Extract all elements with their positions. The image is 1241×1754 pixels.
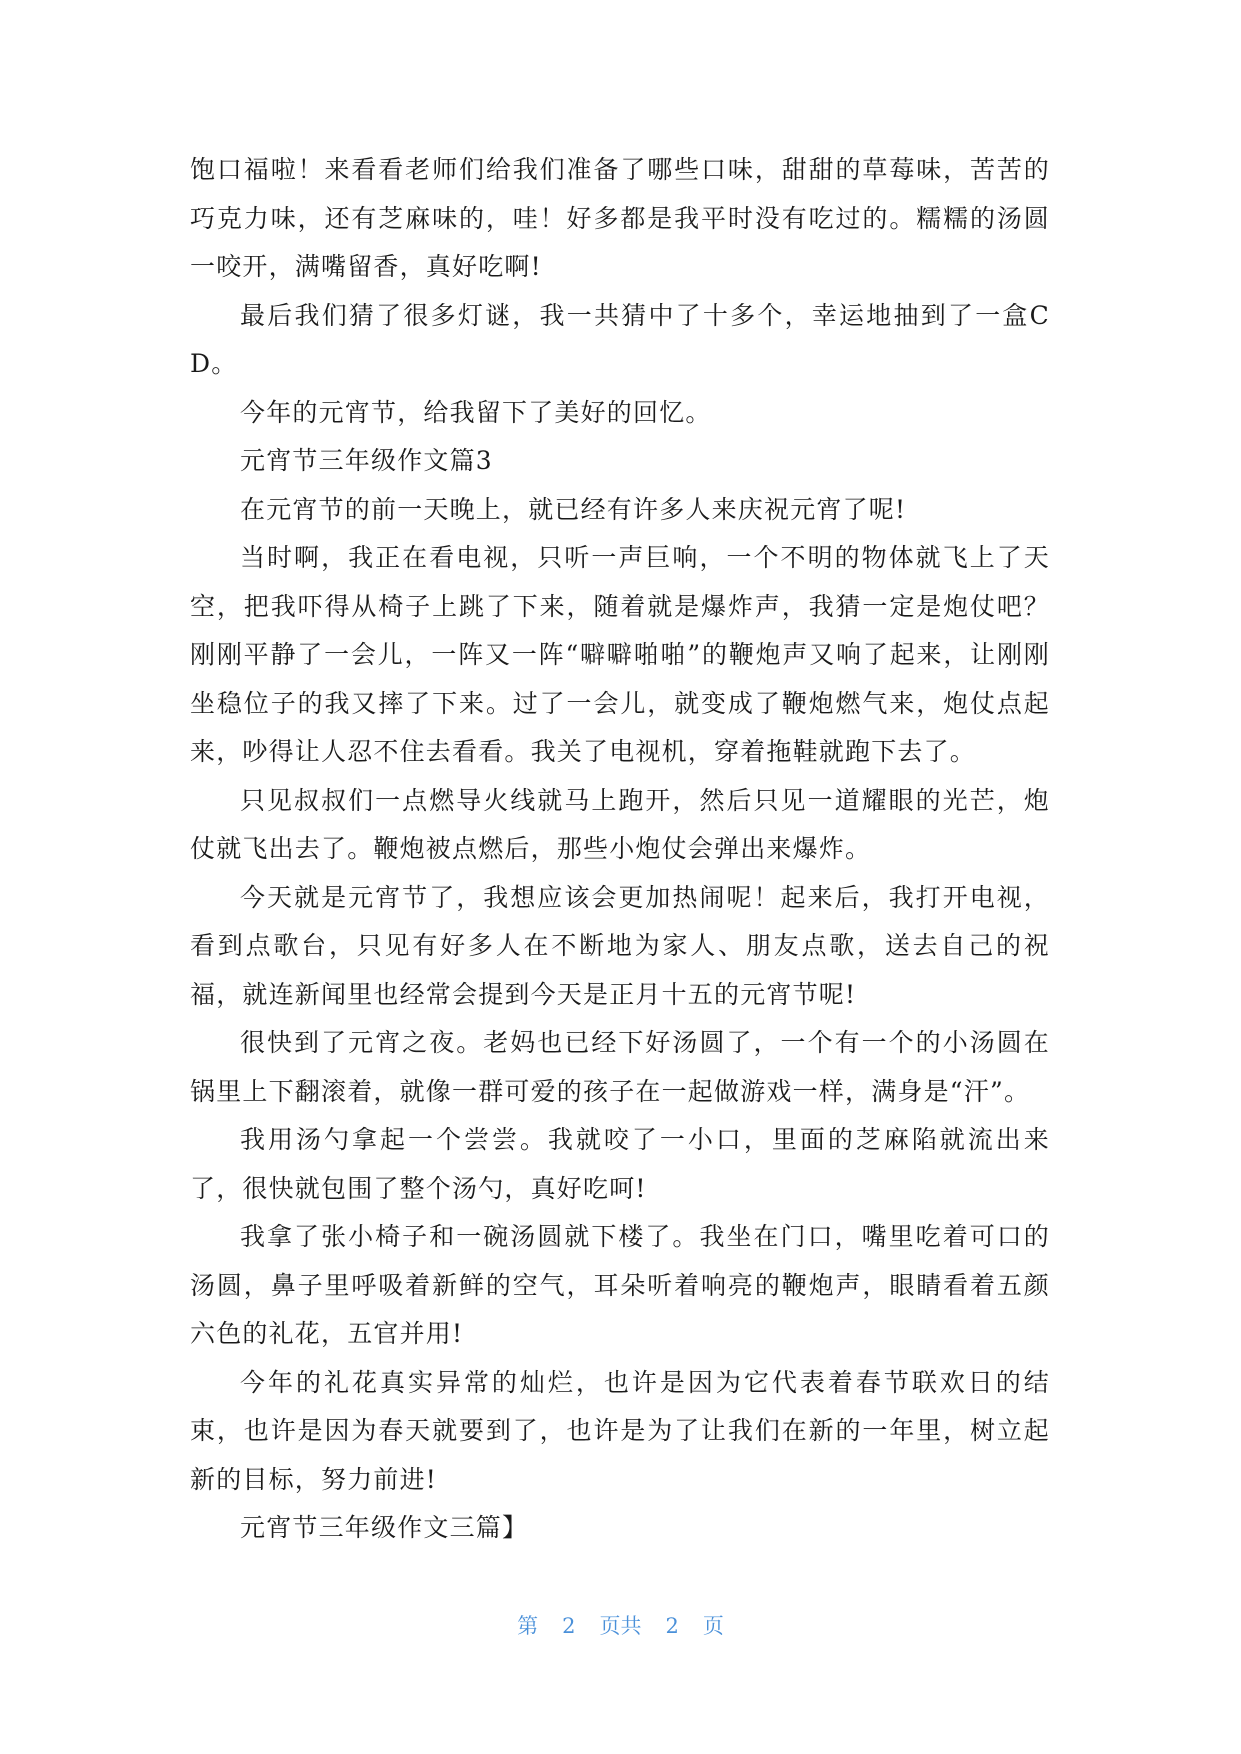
footer-label-of: 页共: [599, 1614, 642, 1638]
footer-total-pages: 2: [665, 1614, 679, 1638]
paragraph-10: 我拿了张小椅子和一碗汤圆就下楼了。我坐在门口，嘴里吃着可口的汤圆，鼻子里呼吸着新鲜的空气，耳朵听着响亮的鞭炮声，眼睛看着五颜六色的礼花，五官并用!: [190, 1222, 1050, 1348]
section-heading: 元宵节三年级作文篇3: [240, 446, 493, 475]
footer-label-end: 页: [702, 1614, 724, 1638]
paragraph-5: 当时啊，我正在看电视，只听一声巨响，一个不明的物体就飞上了天空，把我吓得从椅子上跳了下来，随着就是爆炸声，我猜一定是炮仗吧？刚刚平静了一会儿，一阵又一阵“噼噼啪啪”的鞭炮声又响了起来，让刚刚坐稳位子的我又摔了下来。过了一会儿，就变成了鞭炮燃气来，炮仗点起来，吵得让人忍不住去看看。我关了电视机，穿着拖鞋就跑下去了。: [190, 543, 1050, 766]
paragraph-7: 今天就是元宵节了，我想应该会更加热闹呢！起来后，我打开电视，看到点歌台，只见有好多人在不断地为家人、朋友点歌，送去自己的祝福，就连新闻里也经常会提到今天是正月十五的元宵节呢!: [190, 882, 1050, 1009]
paragraph-2: 今年的元宵节，给我留下了美好的回忆。: [240, 397, 712, 427]
paragraph-4: 在元宵节的前一天晚上，就已经有许多人来庆祝元宵了呢!: [240, 494, 907, 524]
page-footer: [0, 1610, 1241, 1640]
document-body: [190, 146, 1050, 1553]
paragraph-6: 只见叔叔们一点燃导火线就马上跑开，然后只见一道耀眼的光芒，炮仗就飞出去了。鞭炮被点燃后，那些小炮仗会弹出来爆炸。: [190, 785, 1050, 863]
closing-title: 元宵节三年级作文三篇】: [240, 1513, 529, 1542]
paragraph-11: 今年的礼花真实异常的灿烂，也许是因为它代表着春节联欢日的结束，也许是因为春天就要到了，也许是为了让我们在新的一年里，树立起新的目标，努力前进!: [190, 1367, 1050, 1494]
paragraph-8: 很快到了元宵之夜。老妈也已经下好汤圆了，一个有一个的小汤圆在锅里上下翻滚着，就像一群可爱的孩子在一起做游戏一样，满身是“汗”。: [190, 1028, 1050, 1106]
footer-current-page: 2: [562, 1614, 576, 1638]
footer-label-page: 第: [517, 1614, 539, 1638]
paragraph-9: 我用汤勺拿起一个尝尝。我就咬了一小口，里面的芝麻陷就流出来了，很快就包围了整个汤勺，真好吃呵!: [190, 1125, 1050, 1203]
paragraph-1: 最后我们猜了很多灯谜，我一共猜中了十多个，幸运地抽到了一盒CD。: [190, 300, 1050, 378]
paragraph-0: 饱口福啦！来看看老师们给我们准备了哪些口味，甜甜的草莓味，苦苦的巧克力味，还有芝麻味的，哇！好多都是我平时没有吃过的。糯糯的汤圆一咬开，满嘴留香，真好吃啊!: [190, 155, 1050, 281]
